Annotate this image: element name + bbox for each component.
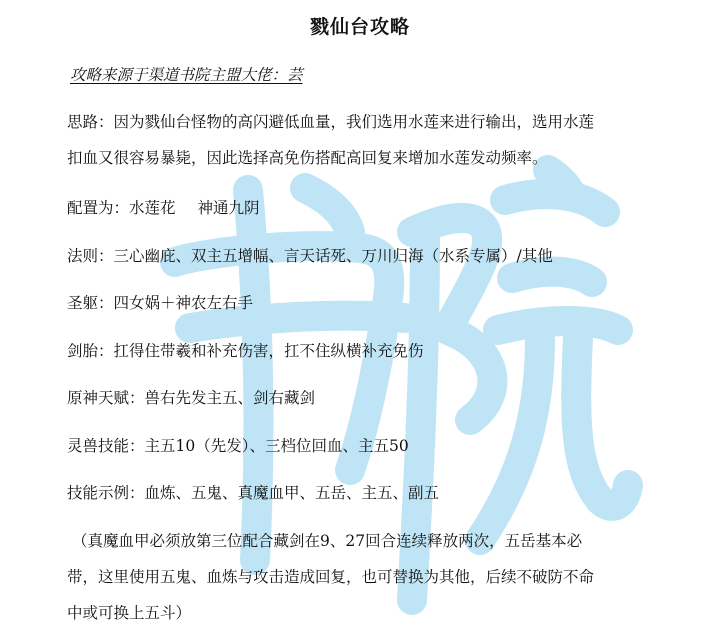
rules-line: 法则：三心幽庇、双主五增幅、言天话死、万川归海（水系专属）/其他 (67, 247, 553, 265)
sacred-body-line: 圣躯：四女娲＋神农左右手 (67, 294, 254, 312)
watermark-stroke-yuan-5 (498, 321, 618, 330)
sword-embryo-line: 剑胎：扛得住带羲和补充伤害，扛不住纵横补充免伤 (67, 342, 424, 360)
note-line-1: （真魔血甲必须放第三位配合藏剑在9、27回合连续释放两次，五岳基本必 (72, 532, 583, 550)
thinking-line-1: 思路：因为戮仙台怪物的高闪避低血量，我们选用水莲来进行输出，选用水莲 (67, 113, 595, 131)
talent-line: 原神天赋：兽右先发主五、剑右藏剑 (67, 389, 316, 407)
note-line-3: 中或可换上五斗） (67, 604, 192, 622)
config-line (67, 190, 657, 226)
source-line: 攻略来源于渠道书院主盟大佬：芸 (70, 66, 303, 84)
beast-skill-line: 灵兽技能：主五10（先发）、三档位回血、主五50 (67, 437, 409, 455)
thinking-line-2: 扣血又很容易暴毙，因此选择高免伤搭配高回复来增加水莲发动频率。 (67, 149, 548, 167)
skill-example-line: 技能示例：血炼、五鬼、真魔血甲、五岳、主五、副五 (67, 484, 440, 502)
note-line-2: 带，这里使用五鬼、血炼与攻击造成回复，也可替换为其他，后续不破防不命 (67, 568, 595, 586)
config-item-2: 神通九阴 (197, 199, 260, 217)
config-label: 配置为： (67, 199, 130, 217)
page-title: 戮仙台攻略 (309, 16, 410, 38)
config-item-1: 水莲花 (129, 199, 176, 217)
